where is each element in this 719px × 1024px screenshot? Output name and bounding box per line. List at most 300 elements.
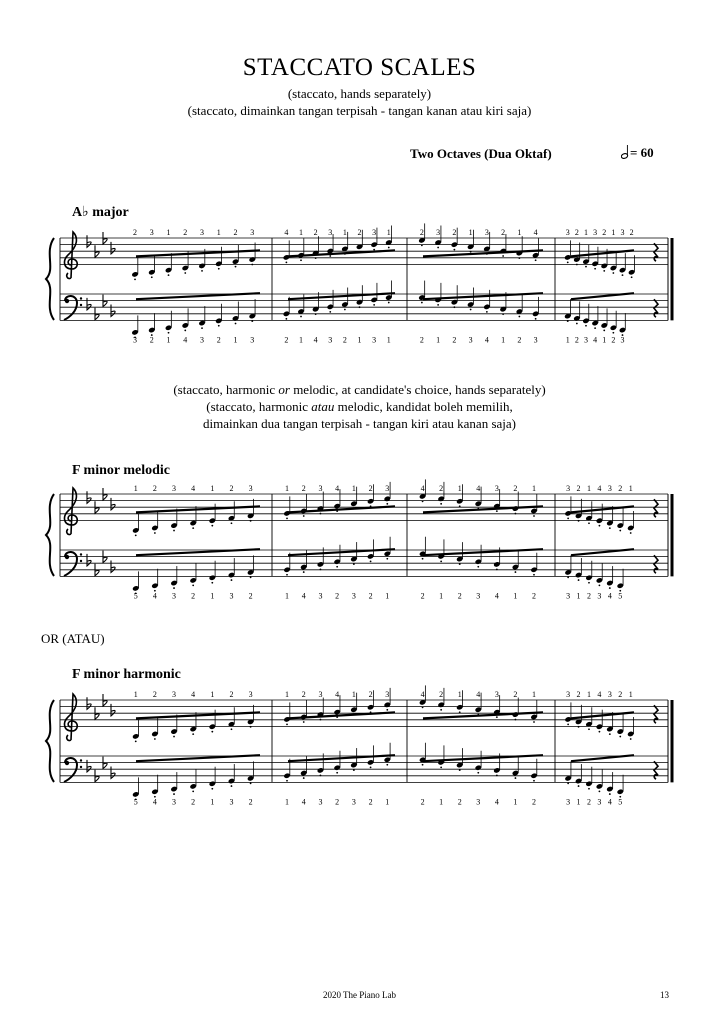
- finger-number: 1: [628, 690, 633, 699]
- finger-number: 2: [133, 228, 138, 237]
- staccato-dot: [192, 791, 194, 793]
- staccato-dot: [502, 313, 504, 315]
- brace-icon: [46, 238, 54, 320]
- finger-number: 3: [172, 690, 177, 699]
- finger-number: 4: [484, 335, 489, 345]
- flat-icon: [111, 704, 115, 716]
- staccato-dot: [329, 311, 331, 313]
- staccato-dot: [235, 266, 237, 268]
- finger-number: 3: [583, 335, 588, 345]
- finger-number: 1: [576, 797, 581, 807]
- staccato-dot: [459, 769, 461, 771]
- staccato-dot: [609, 793, 611, 795]
- staccato-dot: [154, 738, 156, 740]
- finger-number: 1: [285, 690, 290, 699]
- staccato-dot: [585, 325, 587, 327]
- staccato-dot: [303, 777, 305, 779]
- finger-number: 3: [351, 797, 356, 807]
- finger-number: 4: [284, 228, 289, 237]
- flat-icon: [111, 767, 115, 779]
- finger-number: 1: [285, 484, 290, 493]
- finger-number: 5: [133, 797, 138, 807]
- finger-number: 3: [593, 228, 598, 237]
- finger-number: 2: [335, 591, 340, 601]
- staccato-dot: [173, 587, 175, 589]
- finger-number: 3: [436, 228, 441, 237]
- staccato-dot: [388, 247, 390, 249]
- staccato-dot: [251, 320, 253, 322]
- flat-icon: [87, 491, 91, 503]
- finger-number: 2: [611, 335, 616, 345]
- finger-number: 3: [229, 797, 234, 807]
- subtitle-indonesian: (staccato, dimainkan tangan terpisah - tangan kanan atau kiri saja): [187, 103, 532, 118]
- finger-number: 2: [532, 797, 536, 807]
- finger-number: 2: [452, 228, 457, 237]
- staccato-dot: [612, 272, 614, 274]
- finger-number: 1: [611, 228, 616, 237]
- staccato-dot: [612, 332, 614, 334]
- staccato-dot: [631, 276, 633, 278]
- staccato-dot: [421, 302, 423, 304]
- staccato-dot: [231, 522, 233, 524]
- staccato-dot: [370, 561, 372, 563]
- finger-number: 2: [149, 335, 154, 345]
- staccato-dot: [567, 724, 569, 726]
- finger-number: 3: [607, 484, 612, 493]
- staccato-dot: [285, 262, 287, 264]
- treble-clef-icon: [65, 232, 78, 279]
- finger-number: 3: [133, 335, 138, 345]
- staccato-dot: [515, 777, 517, 779]
- staccato-dot: [135, 535, 137, 537]
- staccato-dot: [184, 330, 186, 332]
- staccato-dot: [300, 316, 302, 318]
- finger-number: 1: [583, 228, 588, 237]
- finger-number: 1: [513, 591, 518, 601]
- staccato-dot: [567, 577, 569, 579]
- staccato-dot: [518, 316, 520, 318]
- finger-number: 3: [318, 690, 323, 699]
- staccato-dot: [585, 266, 587, 268]
- finger-number: 2: [183, 228, 188, 237]
- finger-number: 4: [183, 335, 188, 345]
- staccato-dot: [286, 518, 288, 520]
- finger-number: 4: [533, 228, 538, 237]
- right-hand-notes: [132, 685, 634, 742]
- finger-number: 4: [597, 484, 602, 493]
- staccato-dot: [533, 780, 535, 782]
- flat-icon: [111, 305, 115, 317]
- staccato-dot: [440, 561, 442, 563]
- finger-number: 2: [513, 484, 518, 493]
- staccato-dot: [286, 780, 288, 782]
- staccato-dot: [588, 582, 590, 584]
- staccato-dot: [315, 257, 317, 259]
- tempo-value: = 60: [630, 145, 654, 160]
- staccato-dot: [211, 582, 213, 584]
- finger-number: 3: [566, 591, 571, 601]
- staccato-dot: [250, 783, 252, 785]
- staccato-dot: [386, 503, 388, 505]
- finger-number: 3: [372, 335, 377, 345]
- finger-number: 1: [133, 690, 138, 699]
- staccato-dot: [201, 270, 203, 272]
- staccato-dot: [496, 569, 498, 571]
- finger-number: 2: [532, 591, 536, 601]
- staccato-dot: [477, 566, 479, 568]
- finger-number: 2: [439, 484, 444, 493]
- staccato-dot: [486, 311, 488, 313]
- bass-clef-icon: [64, 552, 82, 576]
- finger-number: 2: [284, 335, 289, 345]
- finger-number: 1: [517, 228, 522, 237]
- staccato-dot: [515, 571, 517, 573]
- quarter-rest-icon: [654, 555, 658, 573]
- finger-number: 4: [152, 797, 157, 807]
- finger-number: 4: [301, 797, 306, 807]
- footer-text: 2020 The Piano Lab: [322, 990, 397, 1000]
- finger-number: 3: [494, 484, 499, 493]
- finger-number: 2: [629, 228, 634, 237]
- staccato-dot: [603, 270, 605, 272]
- quarter-rest-icon: [654, 299, 658, 317]
- finger-number: 2: [576, 690, 581, 699]
- staccato-dot: [201, 327, 203, 329]
- staccato-dot: [421, 245, 423, 247]
- flat-icon: [87, 760, 91, 772]
- staccato-dot: [567, 518, 569, 520]
- finger-number: 2: [368, 484, 373, 493]
- finger-number: 3: [328, 335, 333, 345]
- scale-label-f-minor-harmonic: F minor harmonic: [72, 667, 181, 682]
- staccato-dot: [515, 719, 517, 721]
- finger-number: 2: [574, 228, 579, 237]
- finger-number: 2: [618, 690, 623, 699]
- finger-number: 3: [484, 228, 489, 237]
- staccato-dot: [588, 728, 590, 730]
- staccato-dot: [303, 515, 305, 517]
- finger-number: 1: [457, 690, 462, 699]
- finger-number: 3: [597, 797, 602, 807]
- staccato-dot: [453, 249, 455, 251]
- staccato-dot: [603, 330, 605, 332]
- staccato-dot: [578, 785, 580, 787]
- staccato-dot: [422, 707, 424, 709]
- finger-number: 1: [133, 484, 138, 493]
- finger-number: 1: [351, 484, 356, 493]
- staccato-dot: [286, 724, 288, 726]
- staccato-dot: [173, 530, 175, 532]
- bass-clef-icon: [64, 758, 82, 782]
- staccato-dot: [173, 736, 175, 738]
- staccato-dot: [619, 736, 621, 738]
- staccato-dot: [477, 772, 479, 774]
- staccato-dot: [211, 788, 213, 790]
- staccato-dot: [211, 731, 213, 733]
- finger-number: 1: [468, 228, 473, 237]
- finger-number: 1: [210, 591, 215, 601]
- finger-number: 2: [501, 228, 506, 237]
- finger-number: 1: [210, 690, 215, 699]
- staccato-dot: [231, 785, 233, 787]
- finger-number: 3: [533, 335, 538, 345]
- staccato-dot: [370, 767, 372, 769]
- left-hand-notes: [132, 537, 634, 601]
- staccato-dot: [184, 272, 186, 274]
- middle-instruction: [0, 381, 719, 432]
- finger-number: 4: [494, 797, 499, 807]
- staccato-dot: [422, 501, 424, 503]
- finger-number: 3: [229, 591, 234, 601]
- instruction-line-3: dimainkan dua tangan terpisah - tangan kiri atau kanan saja): [203, 416, 516, 431]
- staccato-dot: [599, 585, 601, 587]
- finger-number: 3: [385, 690, 390, 699]
- finger-number: 3: [318, 484, 323, 493]
- flat-icon: [111, 561, 115, 573]
- finger-number: 5: [618, 591, 623, 601]
- staccato-dot: [388, 302, 390, 304]
- quarter-rest-icon: [654, 705, 658, 723]
- staccato-dot: [303, 721, 305, 723]
- staccato-dot: [535, 318, 537, 320]
- staccato-dot: [578, 726, 580, 728]
- finger-number: 1: [576, 591, 581, 601]
- finger-number: 2: [248, 591, 253, 601]
- staccato-dot: [168, 332, 170, 334]
- staccato-dot: [231, 728, 233, 730]
- left-hand-notes: [132, 743, 634, 807]
- staccato-dot: [344, 309, 346, 311]
- finger-number: 1: [385, 797, 390, 807]
- staccato-dot: [567, 262, 569, 264]
- staccato-dot: [609, 587, 611, 589]
- finger-number: 2: [248, 797, 253, 807]
- staccato-dot: [622, 274, 624, 276]
- finger-number: 4: [494, 591, 499, 601]
- staccato-dot: [518, 257, 520, 259]
- staccato-dot: [630, 532, 632, 534]
- staccato-dot: [134, 279, 136, 281]
- finger-number: 2: [191, 591, 196, 601]
- finger-number: 3: [248, 484, 253, 493]
- finger-number: 3: [351, 591, 356, 601]
- finger-number: 2: [586, 591, 591, 601]
- finger-number: 1: [602, 335, 607, 345]
- flat-icon: [87, 298, 91, 310]
- finger-number: 2: [152, 484, 157, 493]
- staccato-dot: [336, 772, 338, 774]
- right-hand-notes: [131, 223, 635, 280]
- staccato-dot: [320, 569, 322, 571]
- staccato-dot: [286, 574, 288, 576]
- page-title: STACCATO SCALES: [242, 54, 477, 81]
- flat-icon: [111, 498, 115, 510]
- staccato-dot: [630, 738, 632, 740]
- half-note-icon: [621, 145, 630, 159]
- finger-number: 2: [420, 591, 425, 601]
- staccato-dot: [173, 793, 175, 795]
- finger-number: 3: [250, 335, 255, 345]
- finger-number: 1: [166, 228, 171, 237]
- staccato-dot: [235, 323, 237, 325]
- staccato-dot: [599, 791, 601, 793]
- staccato-dot: [459, 505, 461, 507]
- finger-number: 1: [166, 335, 171, 345]
- staccato-dot: [609, 733, 611, 735]
- finger-number: 1: [628, 484, 633, 493]
- finger-number: 1: [386, 228, 391, 237]
- tempo-marking: [621, 145, 654, 161]
- finger-number: 2: [576, 484, 581, 493]
- finger-number: 2: [517, 335, 522, 345]
- finger-number: 4: [420, 484, 425, 493]
- music-system-f-minor-harmonic: [0, 682, 719, 822]
- finger-number: 2: [313, 228, 318, 237]
- left-hand-notes: [131, 281, 634, 345]
- finger-number: 4: [335, 484, 340, 493]
- finger-number: 3: [200, 335, 205, 345]
- staccato-dot: [320, 513, 322, 515]
- finger-number: 3: [476, 797, 481, 807]
- finger-number: 4: [597, 690, 602, 699]
- finger-number: 1: [342, 228, 347, 237]
- finger-number: 2: [229, 484, 234, 493]
- page-number: 13: [660, 990, 669, 1000]
- staccato-dot: [496, 775, 498, 777]
- finger-number: 3: [385, 484, 390, 493]
- staccato-dot: [535, 259, 537, 261]
- finger-number: 1: [216, 228, 221, 237]
- staccato-dot: [373, 304, 375, 306]
- finger-number: 1: [436, 335, 441, 345]
- staccato-dot: [594, 327, 596, 329]
- finger-number: 2: [457, 797, 462, 807]
- finger-number: 3: [372, 228, 377, 237]
- finger-number: 4: [313, 335, 318, 345]
- scale-label-f-minor-melodic: F minor melodic: [72, 463, 170, 478]
- treble-clef-icon: [65, 488, 78, 535]
- finger-number: 1: [299, 335, 304, 345]
- finger-number: 1: [439, 797, 444, 807]
- flat-icon: [87, 554, 91, 566]
- finger-number: 3: [566, 484, 571, 493]
- finger-number: 1: [513, 797, 518, 807]
- finger-number: 3: [468, 335, 473, 345]
- staccato-dot: [386, 764, 388, 766]
- finger-number: 1: [210, 484, 215, 493]
- finger-number: 1: [285, 591, 290, 601]
- instruction-line-2: (staccato, harmonic atau melodic, kandidat boleh memilih,: [206, 399, 513, 414]
- finger-number: 4: [607, 797, 612, 807]
- staccato-dot: [599, 731, 601, 733]
- music-system-f-minor-melodic: [0, 476, 719, 616]
- staccato-dot: [320, 719, 322, 721]
- finger-number: 2: [452, 335, 457, 345]
- finger-number: 2: [419, 335, 424, 345]
- finger-number: 2: [342, 335, 347, 345]
- finger-number: 3: [318, 797, 323, 807]
- staccato-dot: [619, 530, 621, 532]
- finger-number: 2: [301, 690, 306, 699]
- staccato-dot: [567, 783, 569, 785]
- finger-number: 4: [607, 591, 612, 601]
- music-system-ab-major: [0, 220, 719, 360]
- finger-number: 3: [172, 484, 177, 493]
- finger-number: 1: [385, 591, 390, 601]
- finger-number: 2: [368, 591, 373, 601]
- finger-number: 4: [593, 335, 598, 345]
- finger-number: 1: [439, 591, 444, 601]
- finger-number: 4: [335, 690, 340, 699]
- finger-number: 4: [476, 690, 481, 699]
- staccato-dot: [300, 259, 302, 261]
- finger-number: 1: [357, 335, 362, 345]
- finger-number: 2: [420, 797, 425, 807]
- finger-number: 2: [419, 228, 424, 237]
- finger-number: 1: [351, 690, 356, 699]
- finger-number: 4: [191, 690, 196, 699]
- staccato-dot: [533, 515, 535, 517]
- finger-number: 1: [586, 690, 591, 699]
- staccato-dot: [250, 520, 252, 522]
- staccato-dot: [440, 767, 442, 769]
- staccato-dot: [218, 268, 220, 270]
- finger-number: 2: [457, 591, 462, 601]
- finger-number: 1: [233, 335, 238, 345]
- or-label: OR (ATAU): [41, 631, 105, 646]
- finger-number: 2: [439, 690, 444, 699]
- finger-number: 4: [301, 591, 306, 601]
- staccato-dot: [218, 325, 220, 327]
- finger-number: 4: [476, 484, 481, 493]
- staccato-dot: [440, 503, 442, 505]
- staccato-dot: [285, 318, 287, 320]
- staccato-dot: [578, 520, 580, 522]
- staccato-dot: [231, 579, 233, 581]
- finger-number: 1: [299, 228, 304, 237]
- staccato-dot: [251, 264, 253, 266]
- finger-number: 5: [133, 591, 138, 601]
- finger-number: 1: [532, 484, 536, 493]
- finger-number: 3: [328, 228, 333, 237]
- finger-number: 3: [476, 591, 481, 601]
- staccato-dot: [533, 574, 535, 576]
- finger-number: 3: [248, 690, 253, 699]
- finger-number: 2: [586, 797, 591, 807]
- finger-number: 2: [335, 797, 340, 807]
- staccato-dot: [373, 249, 375, 251]
- brace-icon: [46, 494, 54, 576]
- finger-number: 4: [152, 591, 157, 601]
- finger-number: 2: [574, 335, 579, 345]
- staccato-dot: [386, 709, 388, 711]
- staccato-dot: [470, 251, 472, 253]
- treble-clef-icon: [65, 694, 78, 741]
- finger-number: 3: [607, 690, 612, 699]
- instruction-line-1: (staccato, harmonic or melodic, at candidate's choice, hands separately): [173, 382, 546, 397]
- staccato-dot: [320, 775, 322, 777]
- staccato-dot: [594, 268, 596, 270]
- finger-number: 2: [513, 690, 518, 699]
- finger-number: 1: [386, 335, 391, 345]
- finger-number: 2: [368, 797, 373, 807]
- staccato-dot: [315, 313, 317, 315]
- bass-clef-icon: [64, 296, 82, 320]
- finger-number: 1: [285, 797, 290, 807]
- staccato-dot: [599, 525, 601, 527]
- finger-number: 5: [618, 797, 623, 807]
- staccato-dot: [453, 306, 455, 308]
